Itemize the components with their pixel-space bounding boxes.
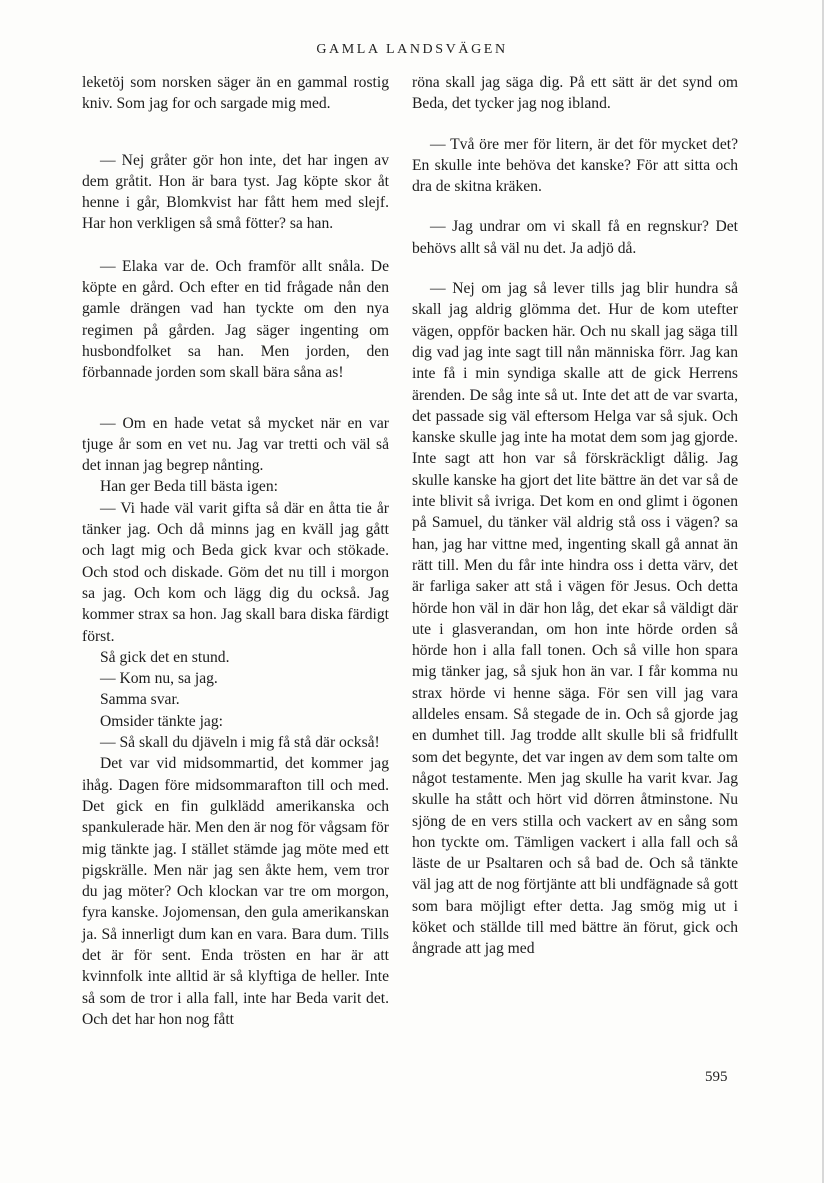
paragraph: — Jag undrar om vi skall få en regnskur? Det behövs allt så väl nu det. Ja adjö då. bbox=[412, 218, 738, 257]
paragraph: — Nej gråter gör hon inte, det har ingen av dem gråtit. Hon är bara tyst. Jag köpte skor åt henne i går, Blomkvist har fått hem med slejf. Har hon verkligen så små fötter? sa han. bbox=[82, 151, 389, 233]
right-column bbox=[412, 72, 738, 960]
page-number: 595 bbox=[705, 1069, 728, 1085]
paragraph: — Om en hade vetat så mycket när en var tjuge år som en vet nu. Jag var tretti och väl så det innan jag begrep nånting. bbox=[82, 414, 389, 475]
paragraph: — Vi hade väl varit gifta så där en åtta tie år tänker jag. Och då minns jag en kväll jag gått och lagt mig och Beda gick kvar och stökade. Och stod och diskade. Göm det nu till i morgon sa jag. Och kom och lägg dig du också. Jag kommer strax sa hon. Jag skall bara diska färdigt först. bbox=[82, 499, 389, 645]
paragraph: röna skall jag säga dig. På ett sätt är det synd om Beda, det tycker jag nog ibland. bbox=[412, 74, 738, 113]
paragraph: — Så skall du djäveln i mig få stå där också! bbox=[100, 734, 380, 752]
paragraph: — Elaka var de. Och framför allt snåla. De köpte en gård. Och efter en tid frågade nån den gamle drängen vad han tyckte om den nya regimen på gården. Jag säger ingenting om husbondfolket sa han. Men jorden, den förbannade jorden som skall bära såna as! bbox=[82, 257, 389, 382]
paragraph: Det var vid midsommartid, det kommer jag ihåg. Dagen före midsommarafton till och med. Det gick en fin gulklädd amerikanska och spankulerade här. Men den är nog för vågsam för mig tänkte jag. I stället stämde jag möte med ett pigskrälle. Men när jag sen åkte hem, vem tror du jag möter? Och klockan var tre om morgon, fyra kanske. Jojomensan, den gula amerikanskan ja. Så innerligt dum kan en vara. Bara dum. Tills det är för sent. Enda trösten en har är att kvinnfolk inte alltid är så klyftiga de heller. Inte så som de tror i alla fall, inte har Beda varit det. Och det har hon nog fått bbox=[82, 755, 390, 1028]
paragraph: Samma svar. bbox=[100, 691, 180, 709]
paragraph: leketöj som norsken säger än en gammal rostig kniv. Som jag for och sargade mig med. bbox=[82, 74, 389, 113]
running-title: GAMLA LANDSVÄGEN bbox=[316, 42, 508, 57]
paragraph: — Kom nu, sa jag. bbox=[100, 670, 218, 688]
paragraph: Omsider tänkte jag: bbox=[100, 712, 223, 730]
left-column bbox=[82, 72, 389, 1030]
paragraph: — Två öre mer för litern, är det för mycket det? En skulle inte behöva det kanske? För att sitta och dra de skitna kräken. bbox=[412, 135, 738, 196]
paragraph: Han ger Beda till bästa igen: bbox=[100, 478, 278, 496]
paragraph: — Nej om jag så lever tills jag blir hundra så skall jag aldrig glömma det. Hur de kom utefter vägen, oppför backen här. Och nu skall jag säga till dig vad jag inte sagt till nån människa förr. Jag kan inte få i min syndiga skalle att de gick Herrens ärenden. De såg inte så ut. Inte det att de var svarta, det passade sig väl eftersom Helga var så sjuk. Och kanske skulle jag inte ha motat dem som jag gjorde. Inte sagt att hon var så förskräckligt dålig. Jag skulle kanske ha gjort det lite bättre än det var så de inte blivit så ivriga. Det kom en ond glimt i ögonen på Samuel, du tänker väl aldrig stå oss i vägen? sa han, jag har vittne med, ingenting skall gå annat än rätt till. Men du får inte hindra oss i detta värv, det är farliga saker att stå i vägen för Jesus. Och detta hörde hon väl in där hon låg, det ekar så väldigt där ute i glasverandan, om hon inte hörde orden så hörde hon i alla fall tonen. Och så ville hon spara mig tänker jag, så sjuk hon än var. I får komma nu strax hörde vi henne säga. För sen vill jag vara alldeles ensam. Så stegade de in. Och så gjorde jag en dumhet till. Jag trodde allt skulle bli så fridfullt som det begynte, det var ingen av dem som talte om något testamente. Men jag skulle ha varit kvar. Jag skulle ha stått och hört vid dörren åtminstone. Nu sjöng de en vers stilla och vackert av en sång som hon tyckte om. Tämligen vackert i alla fall och så läste de ur Psaltaren och så bad de. Och så tänkte väl jag att de nog förtjänte att bli undfägnade så gott som bara möjligt efter detta. Jag smög mig ut i köket och ställde till med bättre än förut, gick och ångrade att jag med bbox=[412, 280, 738, 958]
paragraph: Så gick det en stund. bbox=[100, 648, 230, 666]
